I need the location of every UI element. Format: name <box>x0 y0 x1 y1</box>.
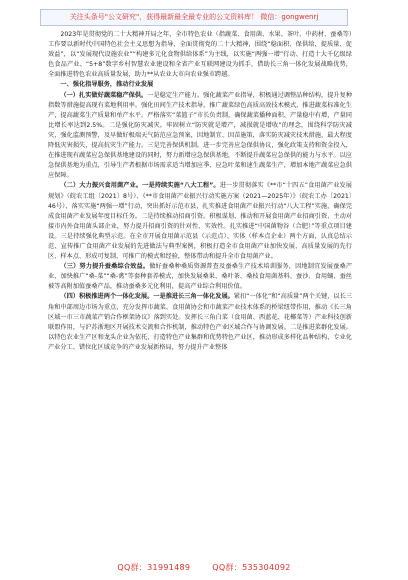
paragraph-lead: （二）大力振兴食用菌产业。一是持续实施“八大工程”。 <box>60 182 220 190</box>
paragraph-vegetable-supply: （一）扎实做好蔬菜稳产保供。一是稳定生产能力。强化蔬菜产业指导，积极通过调整品种结构，提升复种指数等措施提高现有菜地利用率。强化田间生产技术指导，推广蔬菜绿色高质高效技术模式，推进蔬菜标准化生产，提高蔬菜生产质量和单产水平。严格落实“菜篮子”市长负责制，确保蔬菜播种面积、产量稳中有增，产量同比增长率达到2.5%。二是强化防灾减灾。牢固树立“防灾就是增产，减损就是增收”的理念，围绕科学防灾减灾，强化监测预警，及早做好极端天气防范应急预案，因地制宜、因苗施策，落实防灾减灾技术措施，最大程度降低灾害损失，提高抗灾生产能力。三是完善保供机制。进一步完善应急保供协议，强化政策支持和资金投入，在推进现有蔬菜应急保供基地建设的同时，努力新增应急保供基地，不断提升蔬菜应急保供的能力与水平。以应急保供基地为重点，引导生产者根据市场需求适当增加应季、应急叶菜和速生蔬菜生产，增加本地产蔬菜应急供应保障。 <box>48 91 352 180</box>
section-heading: 一、强化指导服务，推动行业发展 <box>60 81 154 89</box>
document-body <box>48 30 352 550</box>
intro-paragraph: 2023年是贯彻党的二十大精神开局之年，全市特色农业（指蔬菜、食用菌、水果、茶叶、中药材、蚕桑等）工作要以新时代中国特色社会主义思想为指导，全面贯彻党的二十大精神，围绕“稳面积、保供给，提质量、促效益”，以“发展现代设施农业”“构建多元化食物供给体系”为主线，以实施“两强一增”行动、打造十大千亿级绿色食品产业、“5+8”数字乡村智慧农业建设和全省产业互联网建设为抓手，借助长三角一体化发展战略优势，全面推进特色农业高质量发展，助力**从农业大市向农业强市跨越。 <box>48 31 352 79</box>
footer-contact <box>0 562 408 573</box>
paragraph-integration: （四）积极推进两个一体化发展。一是推进长三角一体化发展。紧扣“一体化”和“高质量”两个关键，以长三角和中部周边市场为重点，充分发挥市蔬菜、食用菌协会和市蔬菜产业技术体系的桥梁纽带作用，推动《长三角区域一市三市蔬菜产销合作框架协议》落到实处。发挥长三角白菜（食用菌、西蓝花、花椰菜等）产业科技创新联盟作用，与沪苏浙地区开展技术交流和合作机制，推动特色产业区域合作与协调发展。二是推进菜群化发展。以特色农业生产区和龙头企业为依托，打造特色产业集群和优势特色产业区，推动形成多样化品种结构、专业化产业分工、错位化区域竞争的产业发展新格局，努力提升产业整体 <box>48 293 352 351</box>
paragraph-lead: （三）努力提升蚕桑综合效益。 <box>60 263 150 271</box>
promo-banner-text: 关注头条号"公文研究"，获得最新最全最专业的公文资料库！ 微信：gongwenrj <box>69 13 319 21</box>
paragraph-lead: （四）积极推进两个一体化发展。一是推进长三角一体化发展。 <box>60 293 234 301</box>
qq-group-1: QQ群：31991489 <box>117 563 191 572</box>
paragraph-mushroom-industry: （二）大力振兴食用菌产业。一是持续实施“八大工程”。进一步贯彻落实《**市“十四五”食用菌产业发展规划》（皖农工组〔2021〕8号）、《**市食用菌产业振兴行动实施方案（2021—2025年）》（皖农工办〔2021〕46号），落实实施“两强一增”行动，突出抓好示范市县，扎实推进食用菌产业振兴行动“八大工程”实施，确保完成食用菌产业发展年度目标任务。二是持续推动招商引资。积极谋划、推动和开展食用菌产业招商引资，主动对接市内外食用菌头部企业，努力提升招商引资的针对性、实效性。扎实推进“中国菌物谷（合肥）”等重点项目建设。三是持续强化典型示范。在全市开展食用菌示范县（示范点）、实体（样本点企业）两个方面，认真总结示范、宣传推广食用菌产业发展的先进做法与典型案例，积极打造全市食用菌产业加快发展、高质量发展的先行区、样本点、形成可复制、可推广的模式和经验，整体带动和提升全市食用菌产业。 <box>48 182 352 261</box>
paragraph-sericulture: （三）努力提升蚕桑综合效益。做好蚕桑种桑质资源普查及蚕桑生产技术培训服务，因地制宜发展蚕桑产业，加快推广“桑-菜”“桑-禽”等套种套养模式，加快发展桑果、桑叶茶、桑枝食用菌基料、蚕沙、食用蛹、蚕丝被等高附加值蚕桑产品，推动蚕桑多元化利用，提高产业综合利用价值。 <box>48 263 352 291</box>
qq-group-2: QQ群：535304092 <box>212 563 291 572</box>
paragraph-lead: （一）扎实做好蔬菜稳产保供。 <box>60 91 148 99</box>
promo-banner <box>40 9 348 26</box>
